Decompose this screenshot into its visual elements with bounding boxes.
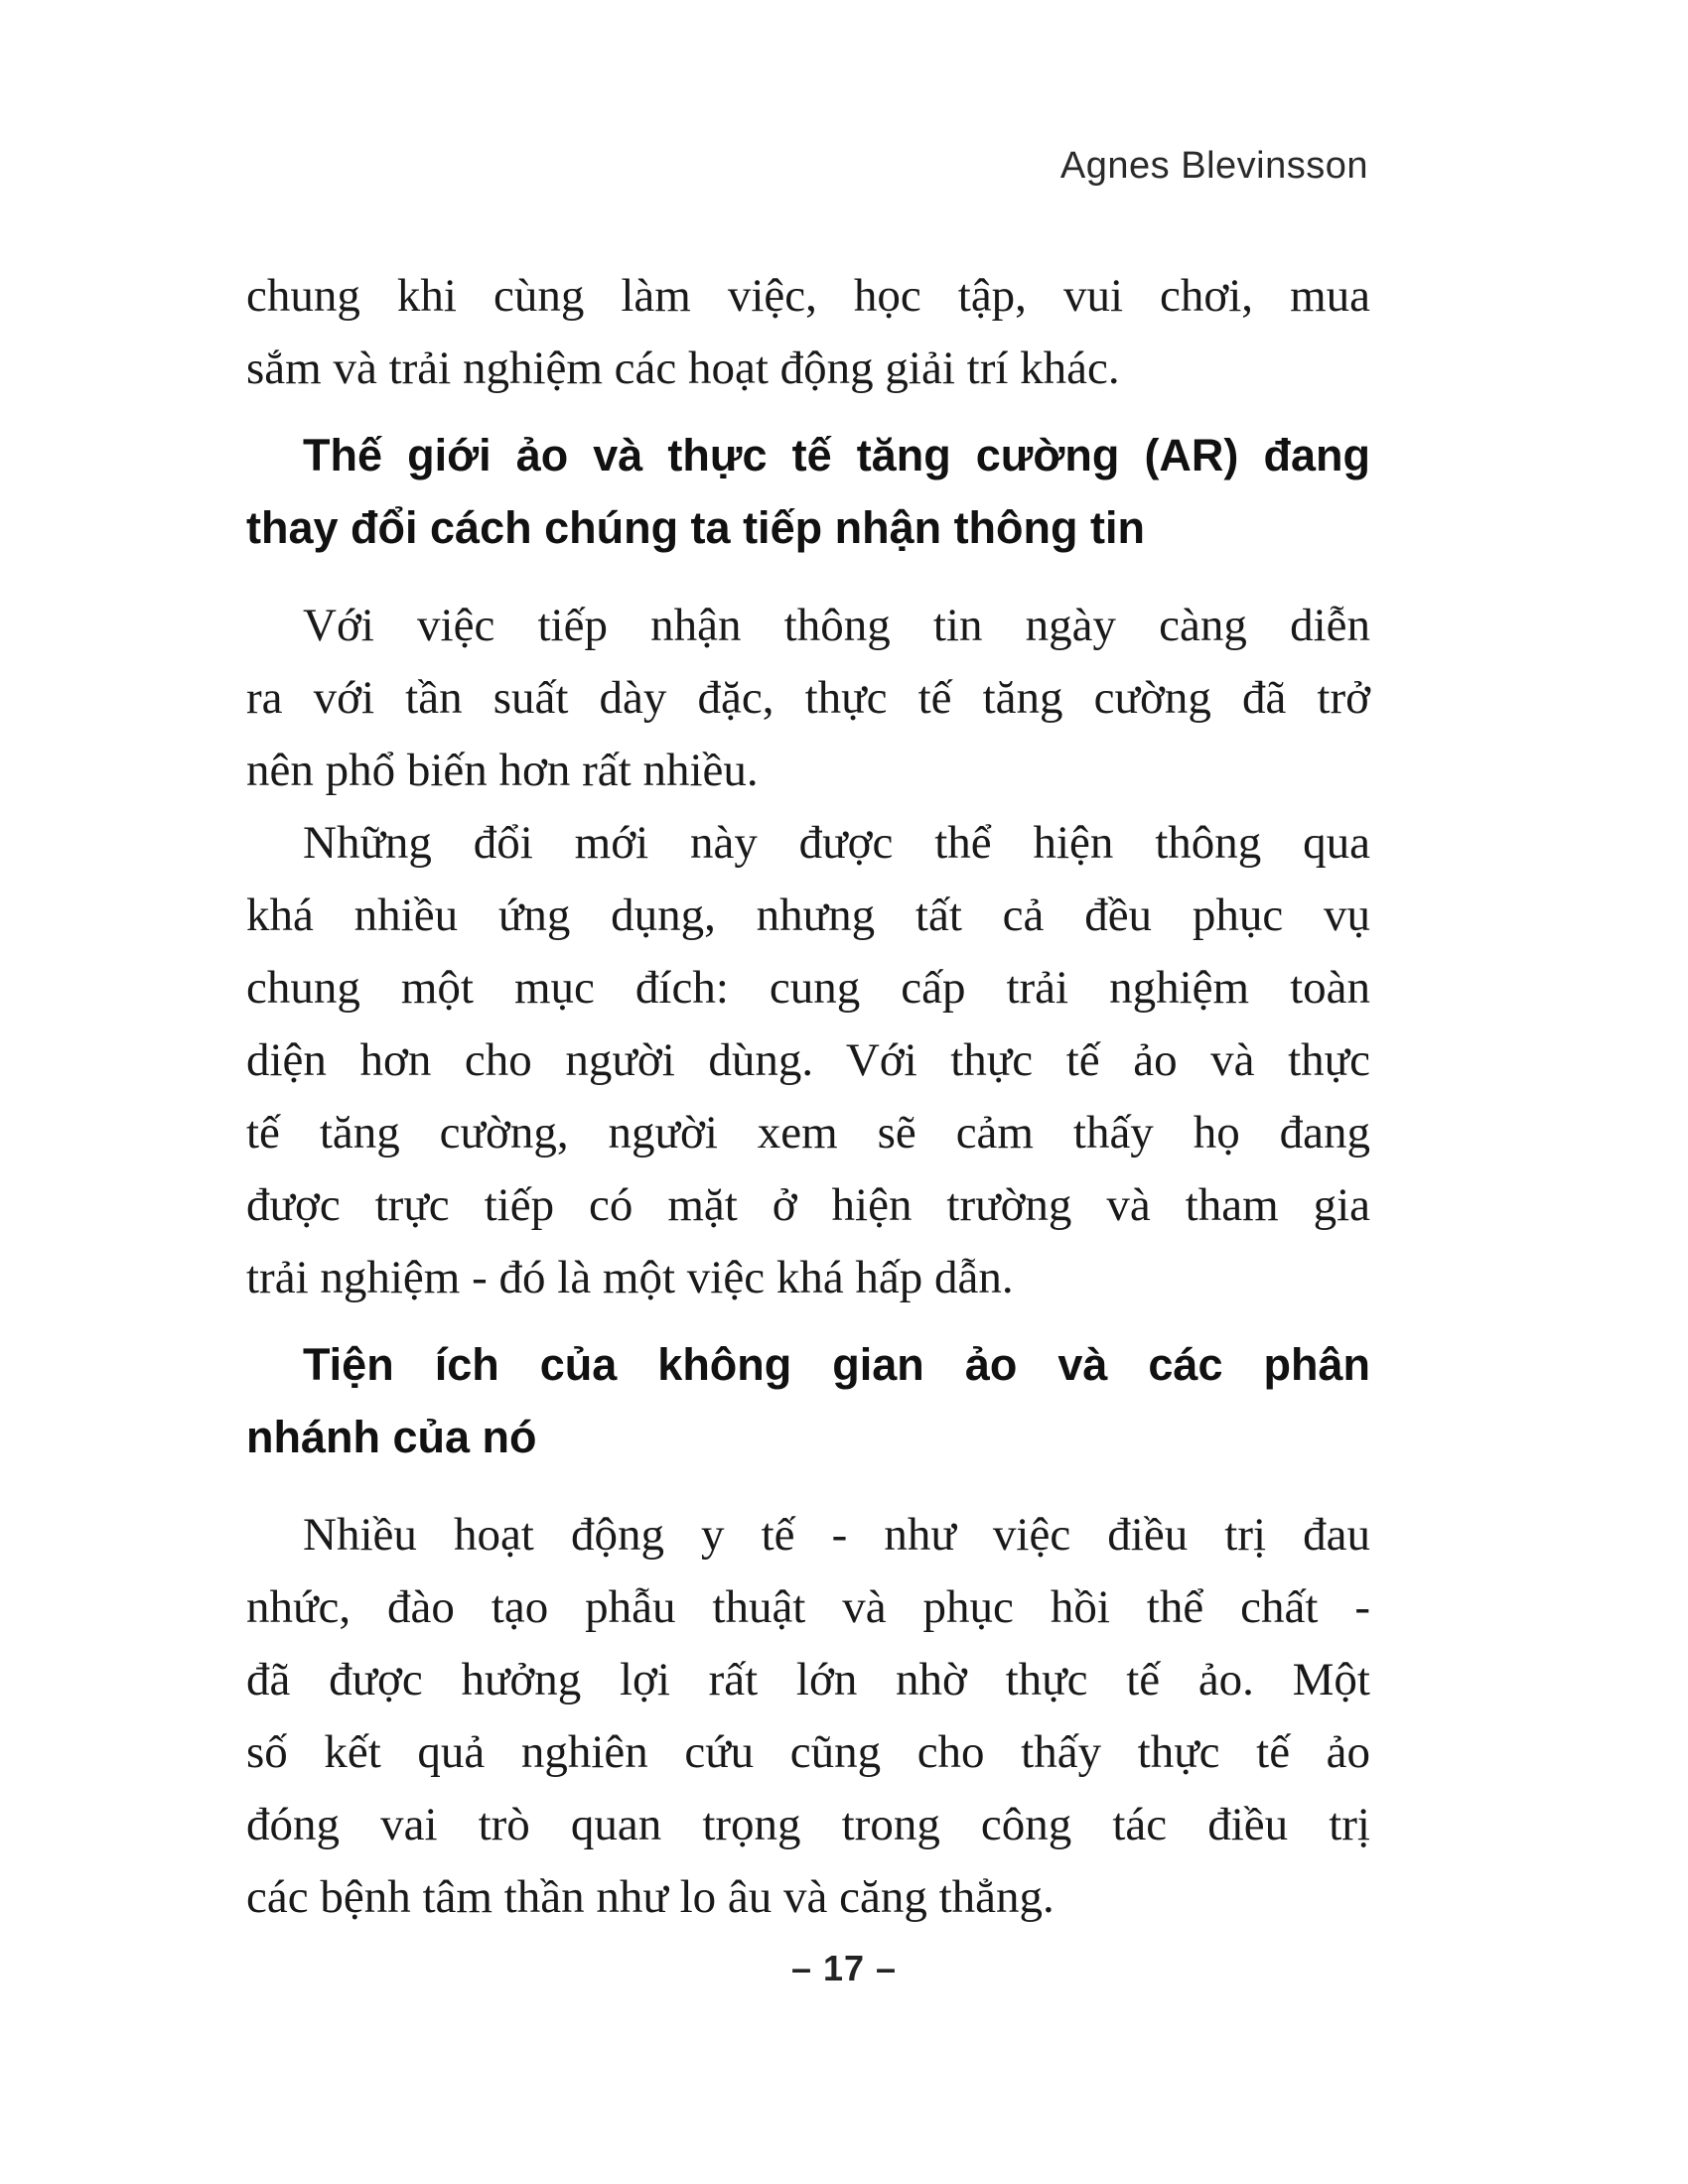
running-header-author: Agnes Blevinsson <box>1059 145 1368 187</box>
text-line: các bệnh tâm thần như lo âu và căng thẳng. <box>246 1871 1055 1923</box>
text-line: diện hơn cho người dùng. Với thực tế ảo và thực <box>246 1034 1370 1086</box>
text-line: chung một mục đích: cung cấp trải nghiệm toàn <box>246 962 1370 1014</box>
text-line: nhức, đào tạo phẫu thuật và phục hồi thể chất - <box>246 1581 1370 1633</box>
page-number: – 17 – <box>790 1948 898 1988</box>
text-line: nên phổ biến hơn rất nhiều. <box>246 745 759 796</box>
text-line: số kết quả nghiên cứu cũng cho thấy thực tế ảo <box>246 1726 1370 1778</box>
text-line: sắm và trải nghiệm các hoạt động giải trí khác. <box>246 342 1120 394</box>
text-line: thay đổi cách chúng ta tiếp nhận thông tin <box>246 502 1145 553</box>
paragraph-block <box>246 807 1370 1314</box>
text-line: Những đổi mới này được thể hiện thông qua <box>303 817 1370 869</box>
text-line: Nhiều hoạt động y tế - như việc điều trị đau <box>303 1509 1370 1561</box>
heading-block <box>246 1328 1370 1473</box>
text-line: Với việc tiếp nhận thông tin ngày càng diễn <box>303 600 1370 651</box>
text-line: nhánh của nó <box>246 1412 537 1462</box>
text-line: được trực tiếp có mặt ở hiện trường và tham gia <box>246 1179 1370 1231</box>
text-line: đóng vai trò quan trọng trong công tác điều trị <box>246 1799 1370 1850</box>
page-body-text <box>246 260 1370 1934</box>
text-line: trải nghiệm - đó là một việc khá hấp dẫn. <box>246 1252 1014 1303</box>
paragraph-block <box>246 260 1370 405</box>
text-line: đã được hưởng lợi rất lớn nhờ thực tế ảo. Một <box>246 1654 1370 1706</box>
text-line: ra với tần suất dày đặc, thực tế tăng cường đã trở <box>246 672 1370 724</box>
paragraph-block <box>246 1499 1370 1934</box>
text-line: tế tăng cường, người xem sẽ cảm thấy họ đang <box>246 1107 1370 1159</box>
text-line: Tiện ích của không gian ảo và các phân <box>303 1339 1370 1390</box>
paragraph-block <box>246 590 1370 807</box>
text-line: Thế giới ảo và thực tế tăng cường (AR) đang <box>303 430 1370 480</box>
text-line: khá nhiều ứng dụng, nhưng tất cả đều phục vụ <box>246 889 1370 941</box>
heading-block <box>246 419 1370 564</box>
text-line: chung khi cùng làm việc, học tập, vui chơi, mua <box>246 270 1370 322</box>
